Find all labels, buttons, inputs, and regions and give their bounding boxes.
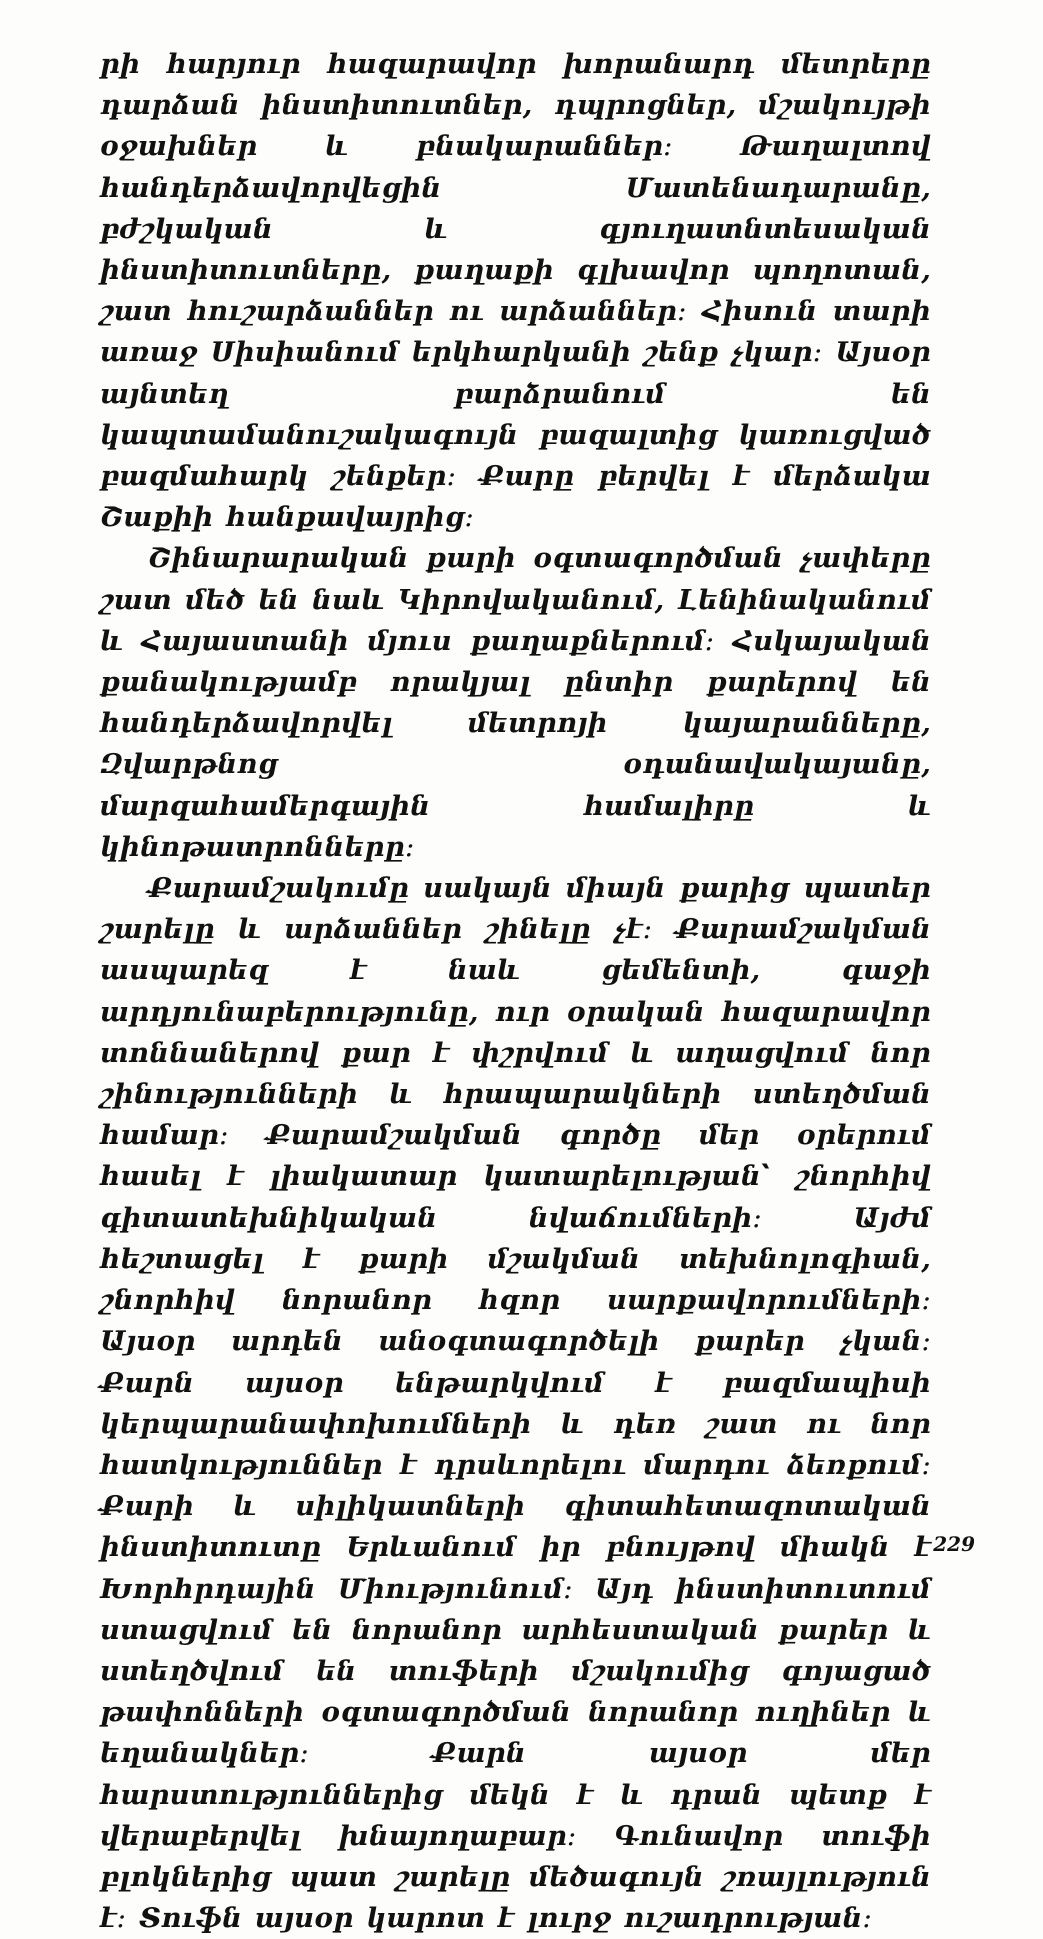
paragraph: Շինարարական քարի օգտագործման չափերը շատ մեծ են նաև Կիրովականում, Լենինականում և Հայաստանի մյուս քաղաքներում։ Հսկայական քանակությամբ որակյալ ընտիր քարերով են հանդերձավորվել մետրոյի կայարանները, Զվարթնոց օդանավակայանը, մարզահամերգային համալիրը և կինոթատրոնները։ — [100, 542, 931, 863]
paragraph: Քարամշակումը սակայն միայն քարից պատեր շարելը և արձաններ շինելը չէ։ Քարամշակման ասպարեզ է նաև ցեմենտի, գաջի արդյունաբերությունը, ուր օրական հազարավոր տոննաներով քար է փշրվում և աղացվում նոր շինությունների և հրապարակների ստեղծման համար։ Քարամշակման գործը մեր օրերում հասել է լիակատար կատարելության՝ շնորհիվ գիտատեխնիկական նվաճումների։ Այժմ հեշտացել է քարի մշակման տեխնոլոգիան, շնորհիվ նորանոր հզոր սարքավորումների։ Այսօր արդեն անօգտագործելի քարեր չկան։ Քարն այսօր ենթարկվում է բազմապիսի կերպարանափոխումների և դեռ շատ ու նոր հատկություններ է դրսևորելու մարդու ձեռքում։ Քարի և սիլիկատների գիտահետազոտական ինստիտուտը Երևանում իր բնույթով միակն է Խորհրդային Միությունում։ Այդ ինստիտուտում ստացվում են նորանոր արհեստական քարեր և ստեղծվում են տուֆերի մշակումից գոյացած թափոնների օգտագործման նորանոր ուղիներ և եղանակներ։ Քարն այսօր մեր հարստություններից մեկն է և դրան պետք է վերաբերվել խնայողաբար։ Գունավոր տուֆի բլոկներից պատ շարելը մեծագույն շռայլություն է։ Տուֆն այսօր կարոտ է լուրջ ուշադրության։ — [100, 872, 931, 1935]
paragraph: րի հարյուր հազարավոր խորանարդ մետրերը դարձան ինստիտուտներ, դպրոցներ, մշակույթի օջախներ և բնակարաններ։ Թաղալտով հանդերձավորվեցին Մատենադարանը, բժշկական և գյուղատնտեսական ինստիտուտները, քաղաքի գլխավոր պողոտան, շատ հուշարձաններ ու արձաններ։ Հիսուն տարի առաջ Սիսիանում երկհարկանի շենք չկար։ Այսօր այնտեղ բարձրանում են կապտամանուշակագույն բազալտից կառուցված բազմահարկ շենքեր։ Քարը բերվել է մերձակա Շաքիի հանքավայրից։ — [100, 48, 931, 534]
page-number: 229 — [933, 1532, 975, 1556]
body-text — [100, 44, 931, 1939]
